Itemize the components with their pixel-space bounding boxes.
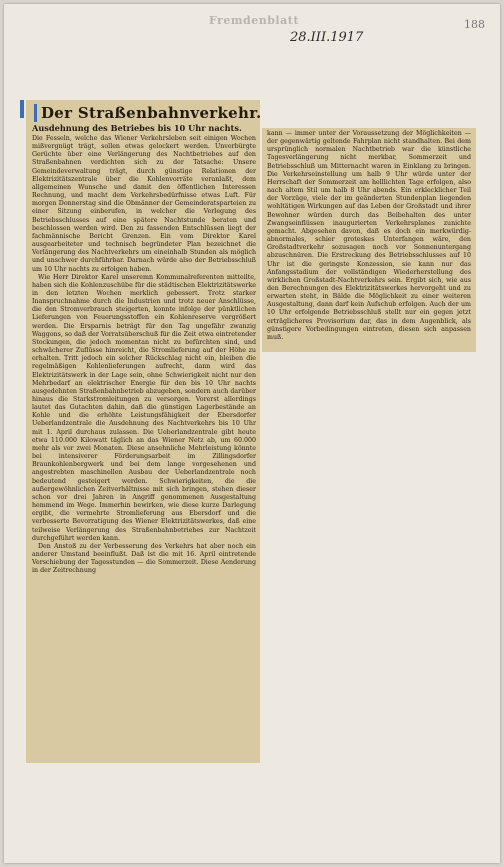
paragraph: Die Fesseln, welche das Wiener Verkehrsleben seit einigen Wochen mißvergnügt trägt, sollen etwas gelockert werden. Unverbürgte Gerüchte über eine Verlängerung des Nachtbetriebes auf den Straßenbahnen verdichten sich zu der Tatsache: Unsere Gemeindeverwaltung trägt, durch günstige Relationen der Elektrizitätszentrale über die Kohlenvorräte veranlaßt, dem allgemeinen Wunsche und damit den öffentlichen Interessen Rechnung, und macht dem Verkehrsbedürfnisse etwas Luft. Für morgen Donnerstag sind die Obmänner der Gemeinderatsparteien zu einer Sitzung einberufen, in welcher die Verlegung des Betriebsschlusses auf eine spätere Nachtstunde beraten und beschlossen werden wird. Den zu fassenden Entschlüssen liegt der fachmännische Bericht Grenzen. Ein vom Direktor Karel ausgearbeiteter und technisch begründeter Plan bezeichnet die Verlängerung des Nachtverkehrs um eineinhalb Stunden als möglich und unschwer durchführbar. Darnach würde also der Betriebsschluß um 10 Uhr nachts zu erfolgen haben. <box>32 135 256 273</box>
paragraph: kann — immer unter der Voraussetzung der Möglichkeiten — der gegenwärtig geltende Fahrplan nicht standhalten. Bei dem ursprünglich normalen Nachtbetrieb war die künstliche Tagesverlängerung nicht merkbar, Sommerzeit und Betriebsschluß um Mitternacht waren in Einklang zu bringen. Die Verkehrseinstellung um halb 9 Uhr würde unter der Herrschaft der Sommerzeit am helllichten Tage erfolgen, also nach altem Stil um halb 8 Uhr abends. Ein erklecklicher Teil der Vorzüge, viele der im geänderten Stundenplan liegenden wohltätigen Wirkungen auf das Leben der Großstadt und ihrer Bewohner würden durch das Beibehalten des unter Zwangseinflüssen inaugurierten Verkehrsplanes zunichte gemacht. Abgesehen davon, daß es doch ein merkwürdig-abnormales, schier groteskes Unterfangen wäre, den Großstadtverkehr sozusagen noch vor Sonnenuntergang abzuschnüren. Die Erstreckung des Betriebsschlusses auf 10 Uhr ist die geringste Konzession, sie kann nur das Anfangsstadium der vollständigen Wiederherstellung des wirklichen Großstadt-Nachtverkehrs sein. Ergibt sich, wie aus den Berechnungen des Elektrizitätswerkes hervorgeht und zu erwarten steht, in Bälde die Möglichkeit zu einer weiteren Ausgestaltung, dann darf kein Aufschub erfolgen. Auch der um 10 Uhr erfolgende Betriebsschluß stellt nur ein gegen jetzt erträglicheres Provisorium dar, das in dem Augenblick, als günstigere Vorbedingungen eintreten, diesen sich anpassen muß. <box>267 130 471 341</box>
clipping-column-2 <box>262 128 476 352</box>
clipping-column-1 <box>26 100 260 763</box>
page-number: 188 <box>464 18 485 31</box>
article-body-col2 <box>267 130 471 342</box>
handwritten-date: 28.III.1917 <box>290 30 364 45</box>
article-body-col1 <box>32 135 256 575</box>
article-headline: Der Straßenbahnverkehr. <box>34 104 256 122</box>
blue-pencil-mark <box>20 100 24 118</box>
paragraph: Den Anstoß zu der Verbesserung des Verkehrs hat aber noch ein anderer Umstand beeinflußt. Daß ist die mit 16. April eintretende Verschiebung der Tagesstunden — die Sommerzeit. Diese Aenderung in der Zeitrechnung <box>32 542 256 575</box>
article-subheadline: Ausdehnung des Betriebes bis 10 Uhr nachts. <box>32 123 242 133</box>
paragraph: Wie Herr Direktor Karel unseremn Kommunalreferenten mitteilte, haben sich die Kohlenzuschübe für die städtischen Elektrizitätswerke in den letzten Wochen merklich gebessert. Trotz starker Inanspruchnahme durch die Industrien und trotz neuer Anschlüsse, die den Stromverbrauch steigerten, konnte infolge der pünktlichen Lieferungen von Feuerungsstoffen ein Kohlenreserve vergrößert werden. Die Ersparnis beträgt für den Tag ungefähr zwanzig Waggons, so daß der Vorratsüberschuß für die Zeit etwa eintretender Stockungen, die jedoch momentan nicht zu befürchten sind, und schwächerer Zuflüsse hinreicht, die Stromlieferung auf der Höhe zu erhalten. Tritt jedoch ein solcher Rückschlag nicht ein, bleiben die regelmäßigen Kohlenlieferungen aufrecht, dann wird das Elektrizitätswerk in der Lage sein, ohne Schwierigkeit nicht nur den Mehrbedarf an elektrischer Energie für den bis 10 Uhr nachts ausgedehnten Straßenbahnbetrieb abzugeben, sondern auch darüber hinaus die Starkstromleitungen zu versorgen. Vorerst allerdings lautet das Gutachten dahin, daß die günstigen Lagerbestände an Kohle und die erhöhte Leistungsfähigkeit der Ebersdorfer Ueberlandzentrale die Ausdehnung des Nachtverkehrs bis 10 Uhr mit 1. April durchaus zulassen. Die Ueberlandzentrale gibt heute etwa 110.000 Kilowatt täglich an das Wiener Netz ab, um 60.000 mehr als vor zwei Monaten. Diese ansehnliche Mehrleistung könnte bei intensiverer Förderungsarbeit im Zillingsdorfer Braunkohlenbergwerk und bei dem lange vorgesehenen und angestrebten maschinellen Ausbau der Ueberlandzentrale noch bedeutend gesteigert werden. Schwierigkeiten, die die außergewöhnlichen Zeitverhältnisse mit sich bringen, stehen dieser schon vor drei Jahren in Angriff genommenen Ausgestaltung hemmend im Wege. Immerhin bewirken, wie diese kurze Darlegung ergibt, die vermehrte Stromlieferung aus Ebersdorf und die verbesserte Bevorratigung des Wiener Elektrizitätswerkes, daß eine teilweise Verlängerung des Straßenbahnbetriebes zur Nachtzeit durchgeführt werden kann. <box>32 273 256 542</box>
newspaper-stamp: Fremdenblatt <box>209 14 299 27</box>
